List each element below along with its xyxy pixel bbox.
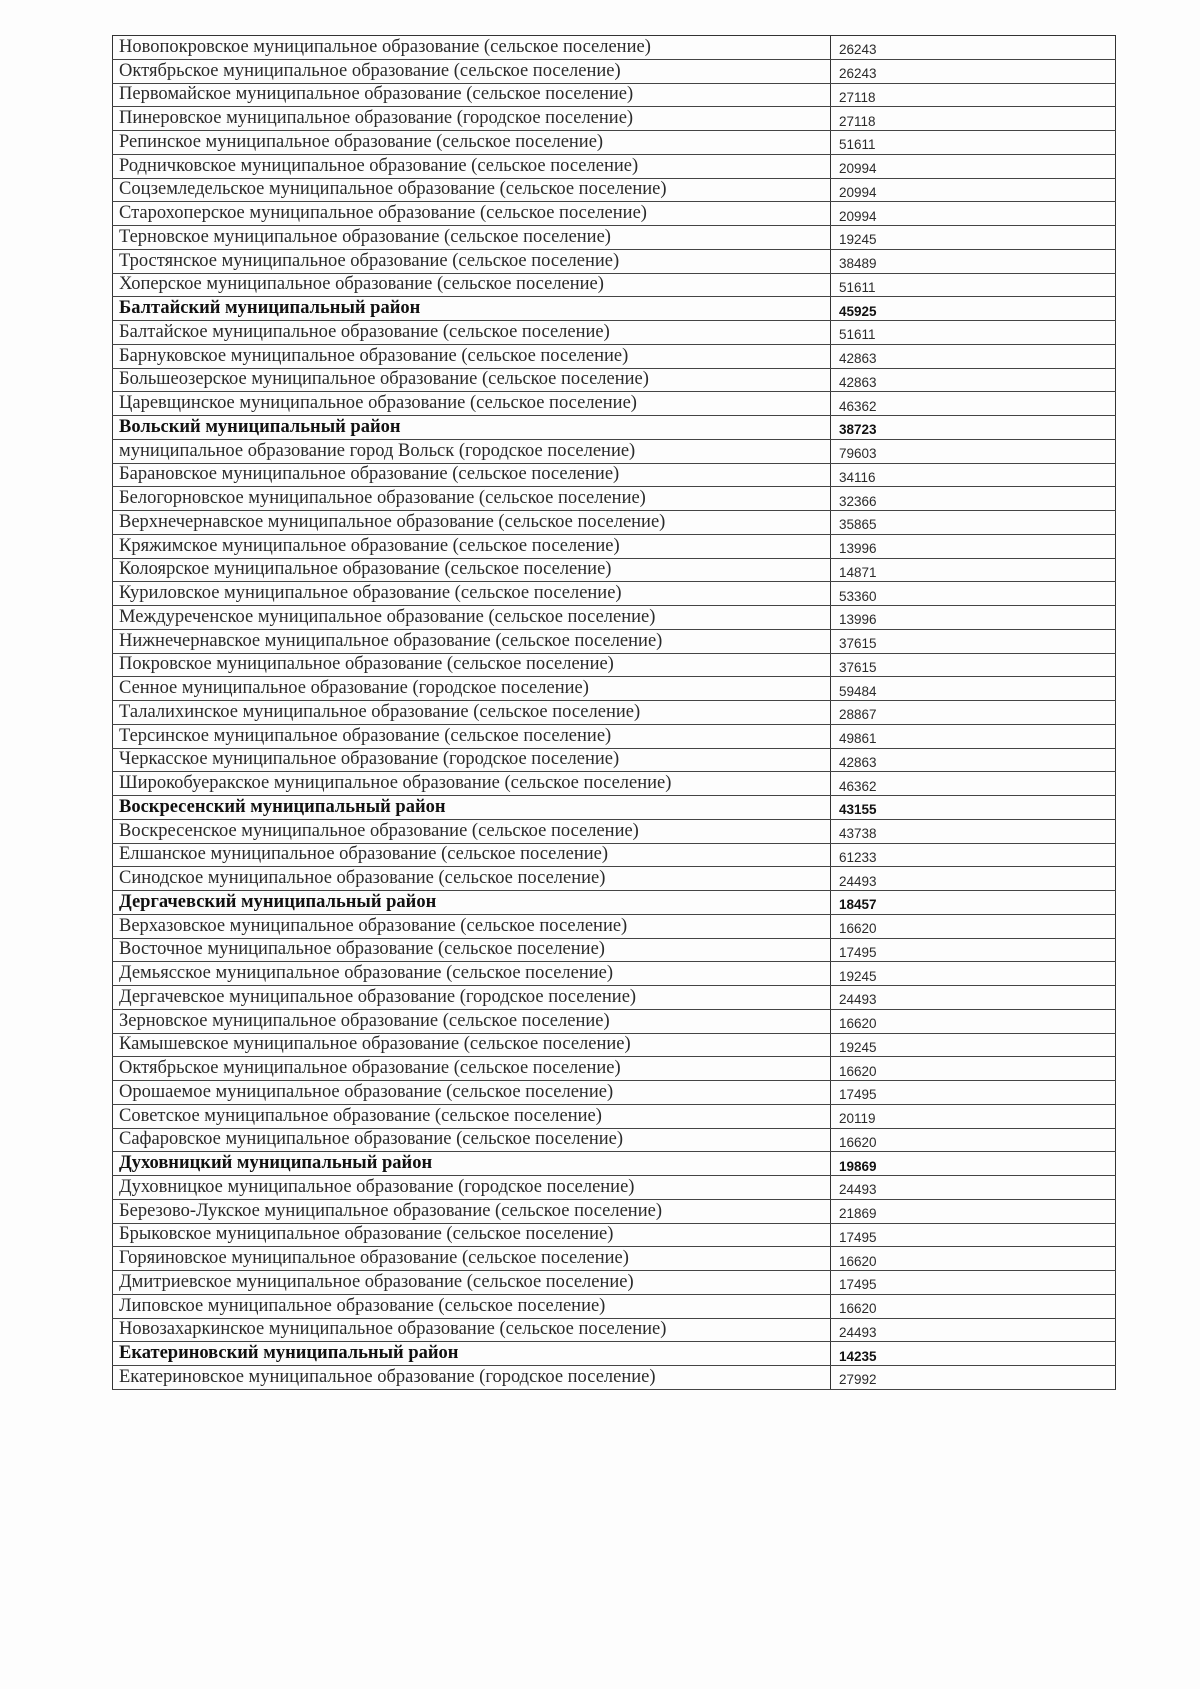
municipality-name-cell: Камышевское муниципальное образование (сельское поселение): [113, 1033, 831, 1057]
value-cell: 24493: [831, 867, 1116, 891]
table-row: [113, 819, 1116, 843]
table-row: [113, 107, 1116, 131]
table-row: [113, 1081, 1116, 1105]
table-row: [113, 677, 1116, 701]
value-cell: 43155: [831, 796, 1116, 820]
value-cell: 46362: [831, 772, 1116, 796]
value-cell: 18457: [831, 891, 1116, 915]
table-row: [113, 914, 1116, 938]
value-cell: 20994: [831, 202, 1116, 226]
municipality-name-cell: Октябрьское муниципальное образование (сельское поселение): [113, 59, 831, 83]
table-row: [113, 1033, 1116, 1057]
municipality-name-cell: Терсинское муниципальное образование (сельское поселение): [113, 724, 831, 748]
value-cell: 49861: [831, 724, 1116, 748]
table-row: [113, 392, 1116, 416]
municipality-name-cell: Терновское муниципальное образование (сельское поселение): [113, 226, 831, 250]
table-row: [113, 653, 1116, 677]
value-cell: 16620: [831, 914, 1116, 938]
value-cell: 13996: [831, 534, 1116, 558]
value-cell: 38489: [831, 249, 1116, 273]
municipality-name-cell: Новопокровское муниципальное образование (сельское поселение): [113, 36, 831, 60]
table-row: [113, 1294, 1116, 1318]
table-row: [113, 558, 1116, 582]
table-row: [113, 1199, 1116, 1223]
table-row: [113, 582, 1116, 606]
table-row: [113, 938, 1116, 962]
value-cell: 53360: [831, 582, 1116, 606]
value-cell: 35865: [831, 511, 1116, 535]
value-cell: 16620: [831, 1128, 1116, 1152]
municipality-name-cell: Советское муниципальное образование (сельское поселение): [113, 1104, 831, 1128]
value-cell: 19245: [831, 962, 1116, 986]
value-cell: 14235: [831, 1342, 1116, 1366]
value-cell: 20994: [831, 178, 1116, 202]
table-row: [113, 962, 1116, 986]
value-cell: 14871: [831, 558, 1116, 582]
value-cell: 19245: [831, 226, 1116, 250]
municipality-name-cell: Верхнечернавское муниципальное образование (сельское поселение): [113, 511, 831, 535]
municipality-name-cell: Первомайское муниципальное образование (сельское поселение): [113, 83, 831, 107]
table-row: [113, 511, 1116, 535]
municipality-name-cell: Талалихинское муниципальное образование (сельское поселение): [113, 701, 831, 725]
value-cell: 42863: [831, 368, 1116, 392]
value-cell: 19869: [831, 1152, 1116, 1176]
municipality-name-cell: Зерновское муниципальное образование (сельское поселение): [113, 1009, 831, 1033]
value-cell: 16620: [831, 1294, 1116, 1318]
municipality-name-cell: Дмитриевское муниципальное образование (сельское поселение): [113, 1271, 831, 1295]
value-cell: 26243: [831, 59, 1116, 83]
table-row: [113, 368, 1116, 392]
municipality-name-cell: Репинское муниципальное образование (сельское поселение): [113, 131, 831, 155]
table-row: [113, 534, 1116, 558]
municipality-name-cell: Пинеровское муниципальное образование (городское поселение): [113, 107, 831, 131]
municipality-name-cell: Духовницкое муниципальное образование (городское поселение): [113, 1176, 831, 1200]
value-cell: 61233: [831, 843, 1116, 867]
table-row: [113, 36, 1116, 60]
value-cell: 16620: [831, 1057, 1116, 1081]
value-cell: 17495: [831, 1223, 1116, 1247]
table-row: [113, 772, 1116, 796]
municipality-name-cell: Соцземледельское муниципальное образование (сельское поселение): [113, 178, 831, 202]
municipality-name-cell: Нижнечернавское муниципальное образование (сельское поселение): [113, 629, 831, 653]
table-row: [113, 629, 1116, 653]
municipality-name-cell: Березово-Лукское муниципальное образование (сельское поселение): [113, 1199, 831, 1223]
value-cell: 28867: [831, 701, 1116, 725]
municipality-name-cell: муниципальное образование город Вольск (городское поселение): [113, 439, 831, 463]
municipality-name-cell: Черкасское муниципальное образование (городское поселение): [113, 748, 831, 772]
municipality-name-cell: Восточное муниципальное образование (сельское поселение): [113, 938, 831, 962]
municipality-name-cell: Сенное муниципальное образование (городское поселение): [113, 677, 831, 701]
value-cell: 24493: [831, 986, 1116, 1010]
table-row: [113, 321, 1116, 345]
table-row: [113, 249, 1116, 273]
district-name-cell: Балтайский муниципальный район: [113, 297, 831, 321]
municipality-name-cell: Горяиновское муниципальное образование (сельское поселение): [113, 1247, 831, 1271]
municipality-name-cell: Хоперское муниципальное образование (сельское поселение): [113, 273, 831, 297]
municipality-name-cell: Куриловское муниципальное образование (сельское поселение): [113, 582, 831, 606]
value-cell: 43738: [831, 819, 1116, 843]
municipality-name-cell: Екатериновское муниципальное образование (городское поселение): [113, 1366, 831, 1390]
table-row: [113, 1128, 1116, 1152]
table-row: [113, 724, 1116, 748]
value-cell: 17495: [831, 938, 1116, 962]
value-cell: 16620: [831, 1247, 1116, 1271]
value-cell: 42863: [831, 748, 1116, 772]
value-cell: 24493: [831, 1176, 1116, 1200]
municipality-name-cell: Тростянское муниципальное образование (сельское поселение): [113, 249, 831, 273]
table-row: [113, 1366, 1116, 1390]
municipality-name-cell: Барнуковское муниципальное образование (сельское поселение): [113, 344, 831, 368]
value-cell: 27992: [831, 1366, 1116, 1390]
municipality-name-cell: Синодское муниципальное образование (сельское поселение): [113, 867, 831, 891]
table-row: [113, 131, 1116, 155]
table-row: [113, 986, 1116, 1010]
value-cell: 26243: [831, 36, 1116, 60]
value-cell: 38723: [831, 416, 1116, 440]
district-name-cell: Воскресенский муниципальный район: [113, 796, 831, 820]
value-cell: 59484: [831, 677, 1116, 701]
value-cell: 17495: [831, 1271, 1116, 1295]
municipality-name-cell: Новозахаркинское муниципальное образование (сельское поселение): [113, 1318, 831, 1342]
value-cell: 13996: [831, 606, 1116, 630]
value-cell: 34116: [831, 463, 1116, 487]
municipality-name-cell: Междуреченское муниципальное образование (сельское поселение): [113, 606, 831, 630]
district-name-cell: Вольский муниципальный район: [113, 416, 831, 440]
district-row: [113, 1342, 1116, 1366]
value-cell: 16620: [831, 1009, 1116, 1033]
municipality-name-cell: Брыковское муниципальное образование (сельское поселение): [113, 1223, 831, 1247]
municipality-name-cell: Демьясское муниципальное образование (сельское поселение): [113, 962, 831, 986]
table-body: [113, 36, 1116, 1390]
table-row: [113, 1247, 1116, 1271]
district-row: [113, 297, 1116, 321]
value-cell: 20994: [831, 154, 1116, 178]
value-cell: 45925: [831, 297, 1116, 321]
value-cell: 27118: [831, 83, 1116, 107]
table-row: [113, 178, 1116, 202]
data-table: [112, 35, 1116, 1390]
value-cell: 19245: [831, 1033, 1116, 1057]
municipality-name-cell: Орошаемое муниципальное образование (сельское поселение): [113, 1081, 831, 1105]
municipality-name-cell: Октябрьское муниципальное образование (сельское поселение): [113, 1057, 831, 1081]
district-row: [113, 1152, 1116, 1176]
table-row: [113, 273, 1116, 297]
municipality-name-cell: Старохоперское муниципальное образование (сельское поселение): [113, 202, 831, 226]
municipality-name-cell: Барановское муниципальное образование (сельское поселение): [113, 463, 831, 487]
table-row: [113, 1009, 1116, 1033]
value-cell: 51611: [831, 131, 1116, 155]
municipality-name-cell: Большеозерское муниципальное образование (сельское поселение): [113, 368, 831, 392]
value-cell: 24493: [831, 1318, 1116, 1342]
value-cell: 42863: [831, 344, 1116, 368]
table-row: [113, 867, 1116, 891]
municipality-name-cell: Верхазовское муниципальное образование (сельское поселение): [113, 914, 831, 938]
municipality-name-cell: Колоярское муниципальное образование (сельское поселение): [113, 558, 831, 582]
table-row: [113, 1104, 1116, 1128]
municipality-name-cell: Родничковское муниципальное образование (сельское поселение): [113, 154, 831, 178]
table-row: [113, 487, 1116, 511]
table-row: [113, 439, 1116, 463]
table-row: [113, 202, 1116, 226]
table-row: [113, 1318, 1116, 1342]
table-row: [113, 83, 1116, 107]
value-cell: 37615: [831, 653, 1116, 677]
value-cell: 51611: [831, 273, 1116, 297]
table-row: [113, 226, 1116, 250]
municipality-name-cell: Дергачевское муниципальное образование (городское поселение): [113, 986, 831, 1010]
district-name-cell: Екатериновский муниципальный район: [113, 1342, 831, 1366]
table-row: [113, 463, 1116, 487]
table-row: [113, 1176, 1116, 1200]
municipality-name-cell: Кряжимское муниципальное образование (сельское поселение): [113, 534, 831, 558]
municipality-name-cell: Широкобуеракское муниципальное образование (сельское поселение): [113, 772, 831, 796]
district-row: [113, 416, 1116, 440]
municipality-name-cell: Царевщинское муниципальное образование (сельское поселение): [113, 392, 831, 416]
value-cell: 79603: [831, 439, 1116, 463]
table-row: [113, 701, 1116, 725]
table-row: [113, 748, 1116, 772]
value-cell: 17495: [831, 1081, 1116, 1105]
district-name-cell: Дергачевский муниципальный район: [113, 891, 831, 915]
municipality-name-cell: Покровское муниципальное образование (сельское поселение): [113, 653, 831, 677]
municipality-name-cell: Сафаровское муниципальное образование (сельское поселение): [113, 1128, 831, 1152]
table-row: [113, 344, 1116, 368]
table-row: [113, 154, 1116, 178]
municipality-name-cell: Балтайское муниципальное образование (сельское поселение): [113, 321, 831, 345]
municipality-name-cell: Белогорновское муниципальное образование (сельское поселение): [113, 487, 831, 511]
value-cell: 27118: [831, 107, 1116, 131]
municipality-name-cell: Воскресенское муниципальное образование (сельское поселение): [113, 819, 831, 843]
value-cell: 21869: [831, 1199, 1116, 1223]
table-row: [113, 59, 1116, 83]
table-row: [113, 843, 1116, 867]
value-cell: 46362: [831, 392, 1116, 416]
table-row: [113, 1057, 1116, 1081]
district-row: [113, 891, 1116, 915]
municipality-name-cell: Елшанское муниципальное образование (сельское поселение): [113, 843, 831, 867]
table-row: [113, 1223, 1116, 1247]
table-row: [113, 1271, 1116, 1295]
value-cell: 20119: [831, 1104, 1116, 1128]
value-cell: 51611: [831, 321, 1116, 345]
value-cell: 37615: [831, 629, 1116, 653]
municipality-name-cell: Липовское муниципальное образование (сельское поселение): [113, 1294, 831, 1318]
table-row: [113, 606, 1116, 630]
district-name-cell: Духовницкий муниципальный район: [113, 1152, 831, 1176]
value-cell: 32366: [831, 487, 1116, 511]
district-row: [113, 796, 1116, 820]
